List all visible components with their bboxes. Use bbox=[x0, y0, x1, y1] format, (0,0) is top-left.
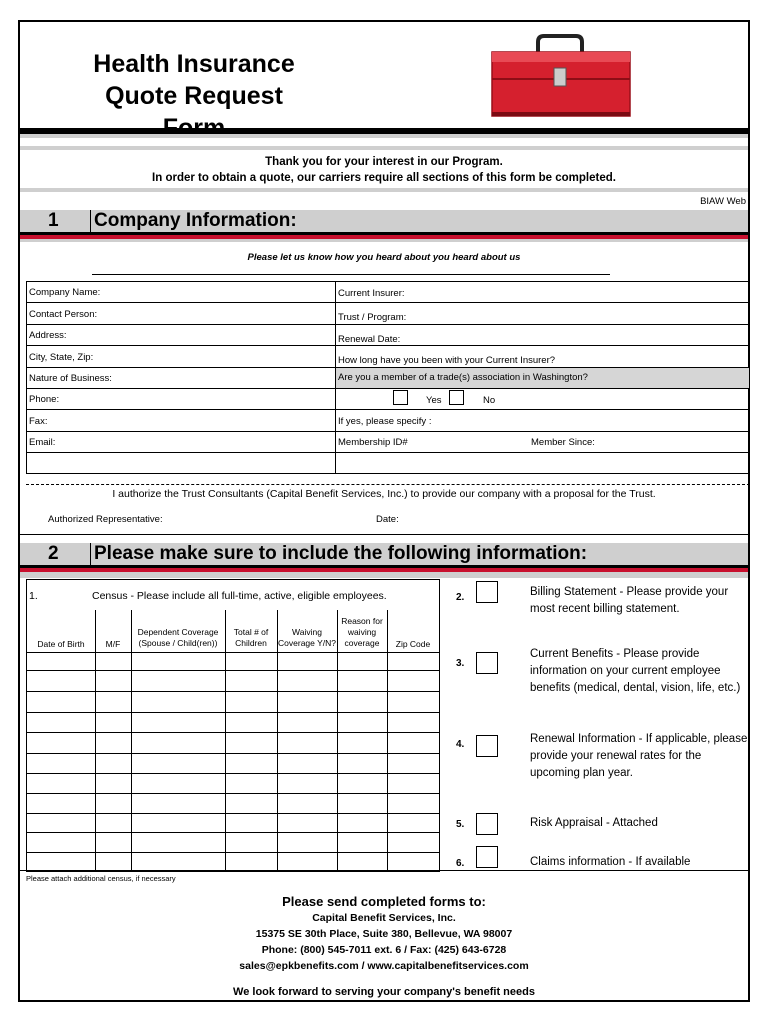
item-4-text: Renewal Information - If applicable, please provide your renewal rates for the upcoming plan year. bbox=[530, 733, 748, 779]
section-2-title: Please make sure to include the following information: bbox=[94, 543, 588, 564]
item-6-checkbox[interactable] bbox=[476, 846, 498, 868]
col-reason-waiving: Reason for waiving coverage bbox=[341, 616, 383, 648]
city-state-zip-field[interactable]: City, State, Zip: bbox=[29, 352, 94, 363]
census-row[interactable] bbox=[26, 670, 440, 671]
footer-phone: Phone: (800) 545-7011 ext. 6 / Fax: (425) 643-6728 bbox=[261, 944, 507, 956]
yes-label: Yes bbox=[426, 395, 442, 406]
form-title: Health Insurance Quote Request bbox=[93, 50, 295, 110]
footer-address: 15375 SE 30th Place, Suite 380, Bellevue, WA 98007 bbox=[255, 928, 513, 940]
census-row[interactable] bbox=[26, 813, 440, 814]
source-tag: BIAW Web bbox=[700, 196, 746, 207]
membership-id-field[interactable]: Membership ID# bbox=[338, 437, 408, 448]
census-row[interactable] bbox=[26, 691, 440, 692]
item-6-number: 6. bbox=[456, 858, 465, 869]
col-waiving-coverage: Waiving Coverage Y/N? bbox=[278, 627, 336, 648]
member-since-field[interactable]: Member Since: bbox=[531, 437, 595, 448]
authorized-rep-field[interactable]: Authorized Representative: bbox=[48, 514, 163, 525]
footer-closing: We look forward to serving your company's benefit needs bbox=[233, 986, 535, 998]
phone-field[interactable]: Phone: bbox=[29, 394, 60, 405]
date-field[interactable]: Date: bbox=[376, 514, 399, 525]
item-2-checkbox[interactable] bbox=[476, 581, 498, 603]
census-row[interactable] bbox=[26, 793, 440, 794]
current-insurer-field[interactable]: Current Insurer: bbox=[338, 288, 405, 299]
census-row[interactable] bbox=[26, 832, 440, 833]
heard-prompt: Please let us know how you heard about you heard about us bbox=[247, 252, 521, 263]
contact-person-field[interactable]: Contact Person: bbox=[29, 309, 98, 320]
no-label: No bbox=[483, 395, 496, 406]
census-row[interactable] bbox=[26, 732, 440, 733]
fax-field[interactable]: Fax: bbox=[29, 416, 48, 427]
col-total-children: Total # of Children bbox=[233, 627, 269, 648]
yes-checkbox[interactable] bbox=[393, 390, 408, 405]
company-name-field[interactable]: Company Name: bbox=[29, 287, 101, 298]
item-4-checkbox[interactable] bbox=[476, 735, 498, 757]
col-zip-code: Zip Code bbox=[395, 639, 431, 649]
address-field[interactable]: Address: bbox=[29, 330, 67, 341]
item-2-number: 2. bbox=[456, 592, 465, 603]
item-5-checkbox[interactable] bbox=[476, 813, 498, 835]
footer-web[interactable]: sales@epkbenefits.com / www.capitalbenefitservices.com bbox=[239, 960, 529, 972]
member-question: Are you a member of a trade(s) association in Washington? bbox=[338, 372, 588, 383]
census-number: 1. bbox=[29, 590, 38, 602]
col-date-of-birth: Date of Birth bbox=[37, 639, 85, 649]
item-3-text: Current Benefits - Please provide information on your current employee benefits (medical, dental, vision, life, etc.) bbox=[530, 648, 741, 694]
item-5-text: Risk Appraisal - Attached bbox=[530, 817, 658, 829]
trust-program-field[interactable]: Trust / Program: bbox=[338, 312, 407, 323]
footer-company: Capital Benefit Services, Inc. bbox=[312, 912, 456, 924]
item-3-number: 3. bbox=[456, 658, 465, 669]
section-1-number: 1 bbox=[48, 210, 59, 231]
item-5-number: 5. bbox=[456, 819, 465, 830]
item-6-text: Claims information - If available bbox=[530, 856, 691, 868]
heard-answer-line[interactable] bbox=[92, 274, 610, 275]
no-checkbox[interactable] bbox=[449, 390, 464, 405]
census-label: Census - Please include all full-time, active, eligible employees. bbox=[92, 590, 387, 602]
item-2-text: Billing Statement - Please provide your most recent billing statement. bbox=[530, 586, 729, 615]
section-2-number: 2 bbox=[48, 543, 59, 564]
if-yes-specify-field[interactable]: If yes, please specify : bbox=[338, 416, 432, 427]
email-field[interactable]: Email: bbox=[29, 437, 56, 448]
census-row[interactable] bbox=[26, 852, 440, 853]
red-toolbox-icon bbox=[486, 32, 636, 127]
how-long-field[interactable]: How long have you been with your Current Insurer? bbox=[338, 355, 556, 366]
intro-text: Thank you for your interest in our Program. In order to obtain a quote, our carriers require all sections of this form be completed. bbox=[152, 156, 616, 184]
census-note: Please attach additional census, if necessary bbox=[26, 874, 176, 883]
renewal-date-field[interactable]: Renewal Date: bbox=[338, 334, 401, 345]
census-row[interactable] bbox=[26, 753, 440, 754]
footer-heading: Please send completed forms to: bbox=[282, 894, 486, 909]
census-row[interactable] bbox=[26, 773, 440, 774]
census-row[interactable] bbox=[26, 712, 440, 713]
item-3-checkbox[interactable] bbox=[476, 652, 498, 674]
item-4-number: 4. bbox=[456, 739, 465, 750]
section-1-title: Company Information: bbox=[94, 210, 297, 231]
col-dependent-coverage: Dependent Coverage (Spouse / Child(ren)) bbox=[137, 627, 219, 648]
nature-of-business-field[interactable]: Nature of Business: bbox=[29, 373, 112, 384]
form-page bbox=[18, 20, 750, 1002]
authorization-statement: I authorize the Trust Consultants (Capital Benefit Services, Inc.) to provide our company with a proposal for the Trust. bbox=[112, 488, 656, 500]
col-mf: M/F bbox=[105, 639, 121, 649]
